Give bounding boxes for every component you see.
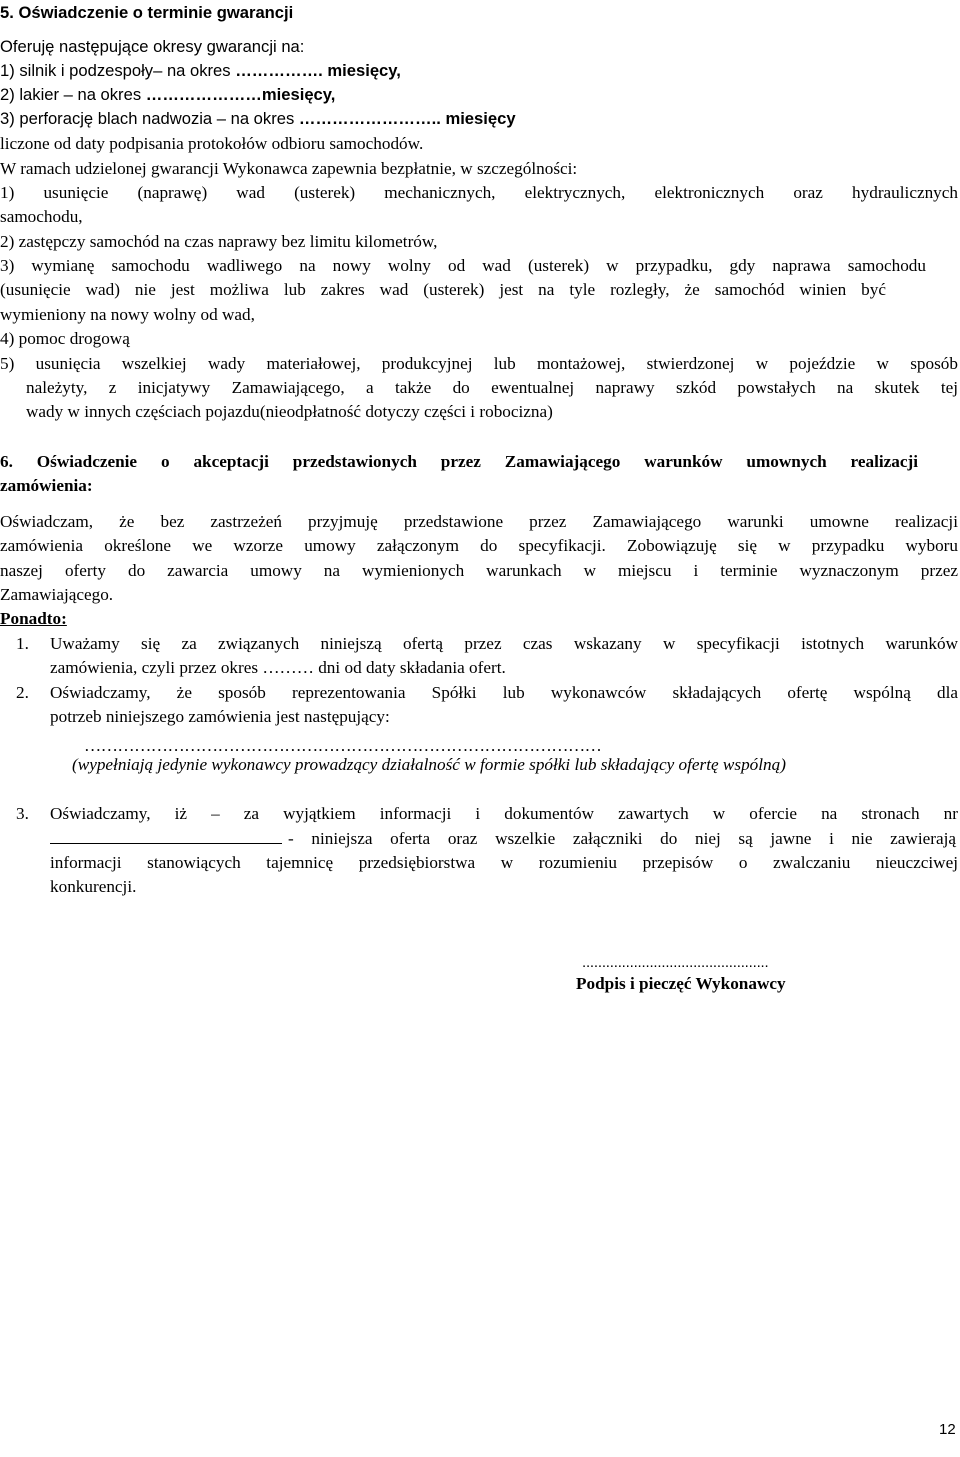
acceptance-para-line3: naszej oferty do zawarcia umowy na wymienionych warunkach w miejscu i terminie wyznaczonym przez [0, 561, 958, 580]
representation-dots: ………………………………………………………………………………… [84, 736, 602, 755]
fill-note: (wypełniają jedynie wykonawcy prowadzący działalność w formie spółki lub składający ofertę wspólną) [72, 755, 786, 774]
representation-line1: Oświadczamy, że sposób reprezentowania Spółki lub wykonawców składających ofertę wspólną dla [50, 683, 958, 702]
warranty-point-5-line2: należyty, z inicjatywy Zamawiającego, a także do ewentualnej naprawy szkód powstałych na skutek tej [26, 378, 958, 397]
confidentiality-line4: konkurencji. [50, 877, 137, 896]
signature-label: Podpis i pieczęć Wykonawcy [576, 974, 786, 993]
ponadto-heading: Ponadto: [0, 609, 67, 628]
warranty-item-perforation [0, 108, 516, 130]
section5-intro: Oferuję następujące okresy gwarancji na: [0, 37, 305, 56]
binding-period-line2: zamówienia, czyli przez okres ……… dni od daty składania ofert. [50, 658, 506, 677]
confidentiality-line2-text: - niniejsza oferta oraz wszelkie załączniki do niej są jawne i nie zawierają [288, 829, 956, 848]
warranty-item-paint-months: …………………miesięcy, [145, 85, 336, 104]
warranty-point-3-line1: 3) wymianę samochodu wadliwego na nowy wolny od wad (usterek) w przypadku, gdy naprawa samochodu [0, 256, 926, 275]
page-number: 12 [939, 1421, 956, 1438]
binding-period-line1: Uważamy się za związanych niniejszą ofertą przez czas wskazany w specyfikacji istotnych warunków [50, 634, 958, 653]
confidentiality-line1: Oświadczamy, iż – za wyjątkiem informacji i dokumentów zawartych w ofercie na stronach nr [50, 804, 958, 823]
warranty-point-2: 2) zastępczy samochód na czas naprawy bez limitu kilometrów, [0, 232, 438, 251]
section5-heading: 5. Oświadczenie o terminie gwarancji [0, 3, 294, 22]
warranty-point-4: 4) pomoc drogową [0, 329, 130, 348]
section6-heading-line1: 6. Oświadczenie o akceptacji przedstawionych przez Zamawiającego warunków umownych realizacji [0, 452, 918, 471]
pages-blank-line [50, 829, 282, 844]
within-warranty-text: W ramach udzielonej gwarancji Wykonawca zapewnia bezpłatnie, w szczególności: [0, 159, 578, 178]
warranty-item-engine-months: ……………. miesięcy, [235, 61, 401, 80]
warranty-point-1-line2: samochodu, [0, 207, 83, 226]
list-number-3: 3. [16, 804, 29, 823]
section6-heading-line2: zamówienia: [0, 476, 93, 495]
counted-from-text: liczone od daty podpisania protokołów odbioru samochodów. [0, 134, 424, 153]
warranty-item-engine [0, 60, 401, 82]
list-number-2: 2. [16, 683, 29, 702]
warranty-point-5-line3: wady w innych częściach pojazdu(nieodpłatność dotyczy części i robocizna) [26, 402, 553, 421]
warranty-item-perforation-label: 3) perforację blach nadwozia – na okres [0, 109, 299, 128]
warranty-point-3-line3: wymieniony na nowy wolny od wad, [0, 305, 255, 324]
confidentiality-line2 [50, 828, 958, 850]
representation-line2: potrzeb niniejszego zamówienia jest następujący: [50, 707, 390, 726]
warranty-item-paint-label: 2) lakier – na okres [0, 85, 146, 104]
acceptance-para-line2: zamówienia określone we wzorze umowy załączonym do specyfikacji. Zobowiązuję się w przypadku wyboru [0, 536, 958, 555]
signature-dots: ............................................... [582, 954, 769, 971]
warranty-point-1-line1: 1) usunięcie (naprawę) wad (usterek) mechanicznych, elektrycznych, elektronicznych oraz hydraulicznych [0, 183, 958, 202]
warranty-point-5-line1: 5) usunięcia wszelkiej wady materiałowej, produkcyjnej lub montażowej, stwierdzonej w pojeździe w sposób [0, 354, 958, 373]
confidentiality-line3: informacji stanowiących tajemnicę przedsiębiorstwa w rozumieniu przepisów o zwalczaniu nieuczciwej [50, 853, 958, 872]
warranty-item-paint [0, 84, 335, 106]
list-number-1: 1. [16, 634, 29, 653]
warranty-item-perforation-months: …………………….. miesięcy [298, 109, 516, 128]
acceptance-para-line1: Oświadczam, że bez zastrzeżeń przyjmuję przedstawione przez Zamawiającego warunki umowne realizacji [0, 512, 958, 531]
acceptance-para-line4: Zamawiającego. [0, 585, 114, 604]
warranty-point-3-line2: (usunięcie wad) nie jest możliwa lub zakres wad (usterek) jest na tyle rozległy, że samochód winien być [0, 280, 886, 299]
warranty-item-engine-label: 1) silnik i podzespoły– na okres [0, 61, 236, 80]
